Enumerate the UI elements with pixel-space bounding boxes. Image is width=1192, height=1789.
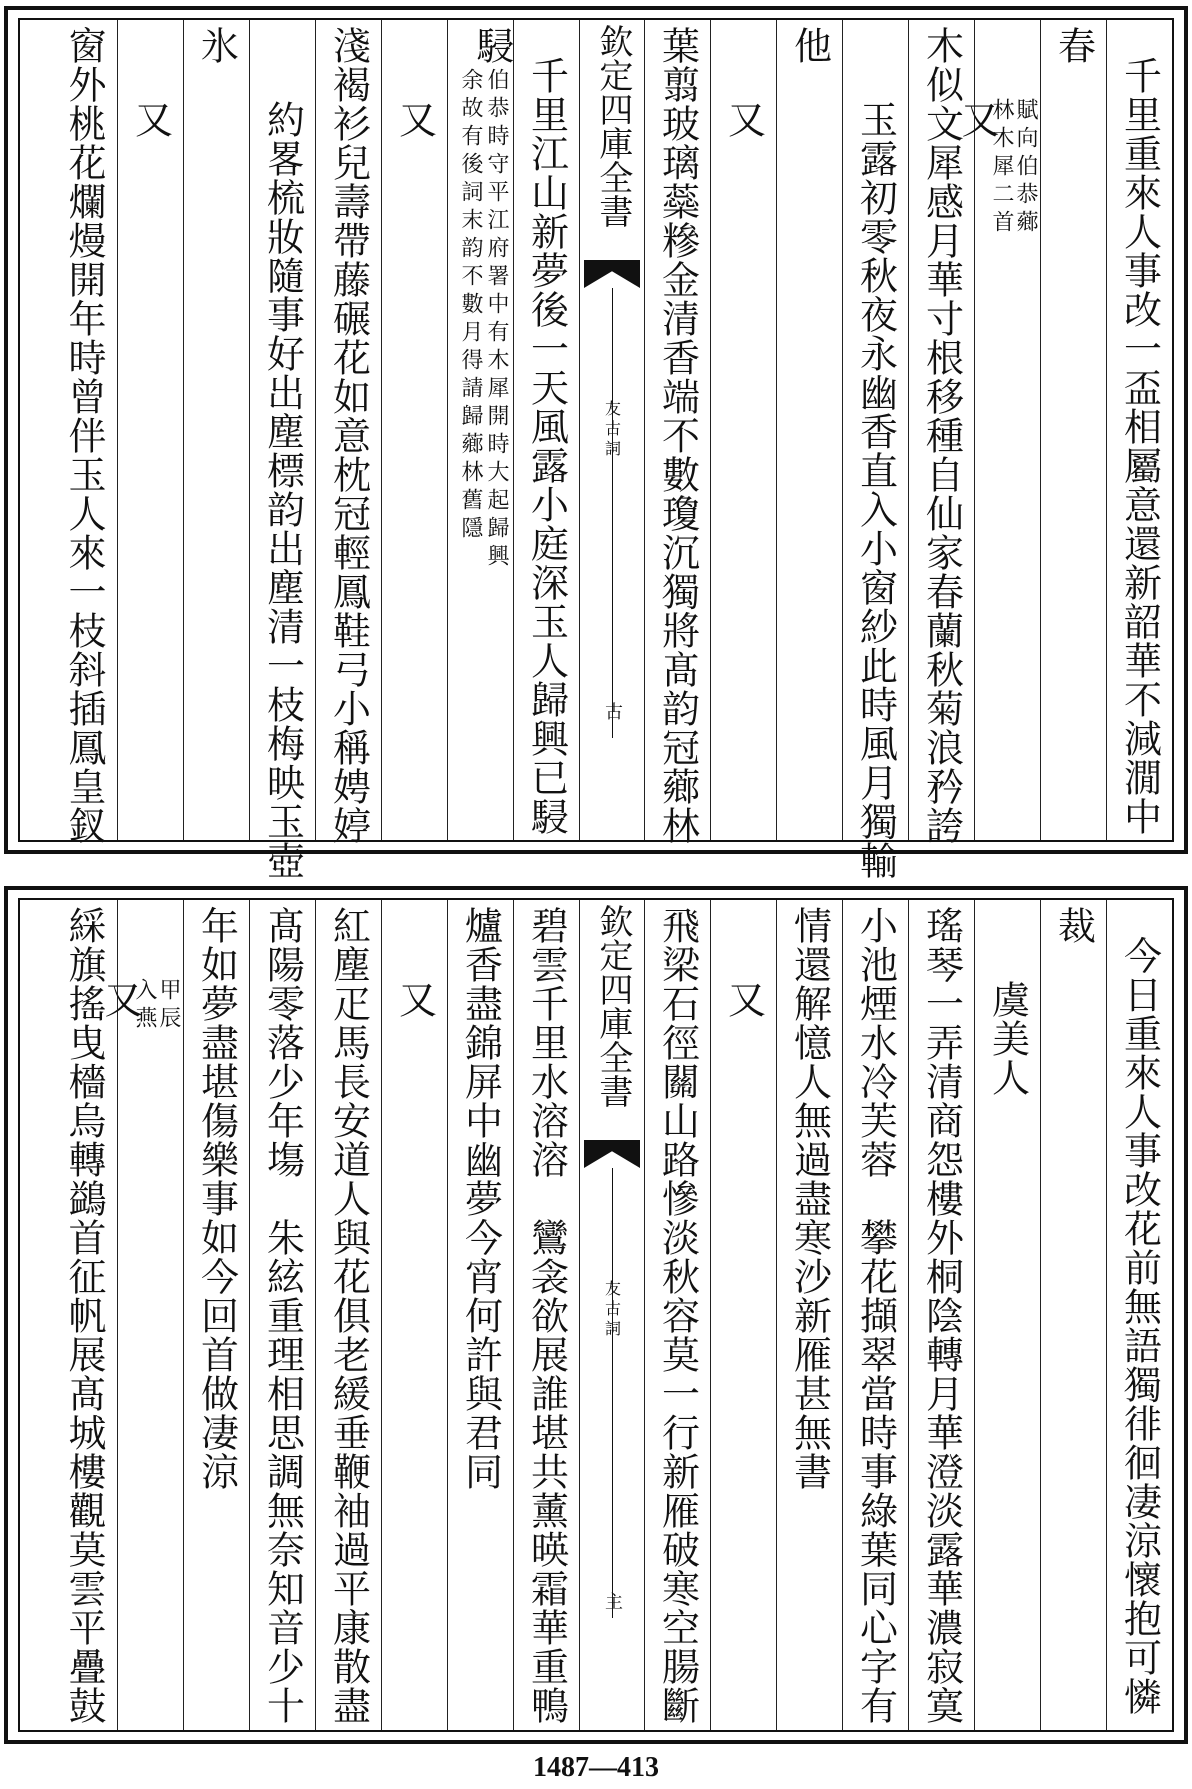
- bottom-page: [4, 886, 1188, 1744]
- folio-number: 古: [602, 702, 623, 720]
- text-column: [249, 20, 315, 880]
- text-column: [447, 20, 513, 840]
- column-text: 駸: [470, 26, 514, 65]
- book-title: 欽定四庫全書: [592, 904, 633, 1108]
- column-text: 他: [787, 26, 832, 65]
- column-text: 又: [721, 100, 766, 139]
- center-gutter: [579, 20, 644, 840]
- column-text: 又: [955, 100, 999, 139]
- column-text: 髙陽零落少年塲 朱絃重理相思調無奈知音少十: [260, 906, 305, 1725]
- book-title: 欽定四庫全書: [592, 24, 633, 228]
- column-text: 又: [392, 100, 437, 139]
- annotation-note: 入燕: [132, 978, 157, 1034]
- column-text: 瑤琴一弄清商怨樓外桐陰轉月華澄淡露華濃寂寞: [919, 906, 964, 1725]
- folio-number: 主: [602, 1592, 623, 1610]
- column-text: 裁: [1051, 906, 1096, 945]
- fish-tail-mark: [584, 260, 640, 288]
- text-column: [908, 20, 974, 845]
- collection-name: 友古詞: [602, 400, 622, 460]
- text-column: [908, 900, 974, 1730]
- text-column: [955, 20, 1040, 840]
- column-text: 飛梁石徑關山路慘淡秋容莫一行新雁破寒空腸斷: [655, 906, 700, 1725]
- column-text: 紅塵疋馬長安道人與花俱老緩垂鞭袖過平康散盡: [326, 906, 371, 1725]
- text-column: [1106, 900, 1172, 1730]
- top-page-columns: [18, 18, 1174, 880]
- column-text: 今日重來人事改花前無語獨徘徊凄涼懷抱可憐: [1117, 936, 1162, 1716]
- annotation-note: 甲辰: [156, 978, 181, 1034]
- column-text: 碧雲千里水溶溶 鸞衾欲展誰堪共薰暎霜華重鴨: [524, 906, 569, 1725]
- text-column: [447, 900, 513, 1730]
- column-text: 窗外桃花爛熳開年時曾伴玉人來一枝斜插鳳皇釵: [62, 26, 106, 845]
- column-text: 情還解憶人無過盡寒沙新雁甚無書: [787, 906, 832, 1491]
- gutter-line: [612, 1168, 613, 1618]
- text-column: [842, 900, 908, 1730]
- text-column: [315, 20, 381, 845]
- column-text: 約畧梳妝隨事好出塵標韵出塵清一枝梅映玉壺: [260, 100, 305, 880]
- text-column: [710, 20, 776, 840]
- column-text: 玉露初零秋夜永幽香直入小窗紗此時風月獨輸: [853, 100, 898, 880]
- text-column: [974, 900, 1040, 1730]
- text-column: [1040, 20, 1106, 840]
- column-text: 小池煙水冷芙蓉 攀花擷翠當時事綠葉同心字有: [853, 906, 898, 1725]
- text-column: [381, 900, 447, 1730]
- gutter-line: [612, 288, 613, 738]
- text-column: [117, 20, 183, 840]
- text-column: [315, 900, 381, 1730]
- text-column: [842, 20, 908, 880]
- text-column: [381, 20, 447, 840]
- text-column: [776, 900, 842, 1730]
- column-text: 又: [721, 980, 766, 1019]
- collection-name: 友古詞: [602, 1280, 622, 1340]
- column-text: 又: [128, 100, 173, 139]
- annotation-note: 伯恭時守平江府署中有木犀開時大起歸興: [484, 68, 509, 572]
- text-column: [51, 20, 117, 845]
- annotation-note: 賦向伯恭薌: [1013, 98, 1038, 238]
- column-text: 淺褐衫兒壽帶藤碾花如意枕冠輕鳳鞋弓小稱娉婷: [326, 26, 371, 845]
- fish-tail-mark: [584, 1140, 640, 1168]
- column-text: 又: [392, 980, 437, 1019]
- column-text: 又: [98, 980, 142, 1019]
- bottom-page-columns: [18, 898, 1174, 1732]
- text-column: [513, 20, 579, 840]
- column-text: 千里江山新夢後一天風露小庭深玉人歸興已駸: [524, 56, 569, 836]
- text-column: [776, 20, 842, 840]
- annotation-note: 林木犀二首: [989, 98, 1014, 238]
- text-column: [1040, 900, 1106, 1730]
- column-text: 葉翦玻璃蘂糝金清香端不數瓊沉獨將髙韵冠薌林: [655, 26, 700, 845]
- text-column: [644, 900, 710, 1730]
- annotation-note: 余故有後詞末韵不數月得請歸薌林舊隱: [458, 68, 483, 544]
- text-column: [249, 900, 315, 1730]
- text-column: [1106, 20, 1172, 840]
- text-column: [710, 900, 776, 1730]
- column-text: 年如夢盡堪傷樂事如今回首做凄涼: [194, 906, 239, 1491]
- center-gutter: [579, 900, 644, 1730]
- column-text: 綵旗搖曳檣烏轉鷁首征帆展髙城樓觀莫雲平疊鼓: [62, 906, 106, 1725]
- page-footer-number: 1487—413: [533, 1752, 659, 1783]
- text-column: [183, 20, 249, 840]
- text-column: [183, 900, 249, 1730]
- text-column: [51, 900, 117, 1730]
- column-text: 木似文犀感月華寸根移種自仙家春蘭秋菊浪矜誇: [919, 26, 964, 845]
- text-column: [513, 900, 579, 1730]
- column-text: 爐香盡錦屏中幽夢今宵何許與君同: [458, 906, 503, 1491]
- column-text: 春: [1051, 26, 1096, 65]
- top-page: [4, 6, 1188, 880]
- column-text: 千里重來人事改一盃相屬意還新韶華不減㵎中: [1117, 56, 1162, 836]
- column-text: 氷: [194, 26, 239, 65]
- text-column: [98, 900, 183, 1730]
- column-text: 虞美人: [985, 980, 1030, 1097]
- text-column: [644, 20, 710, 845]
